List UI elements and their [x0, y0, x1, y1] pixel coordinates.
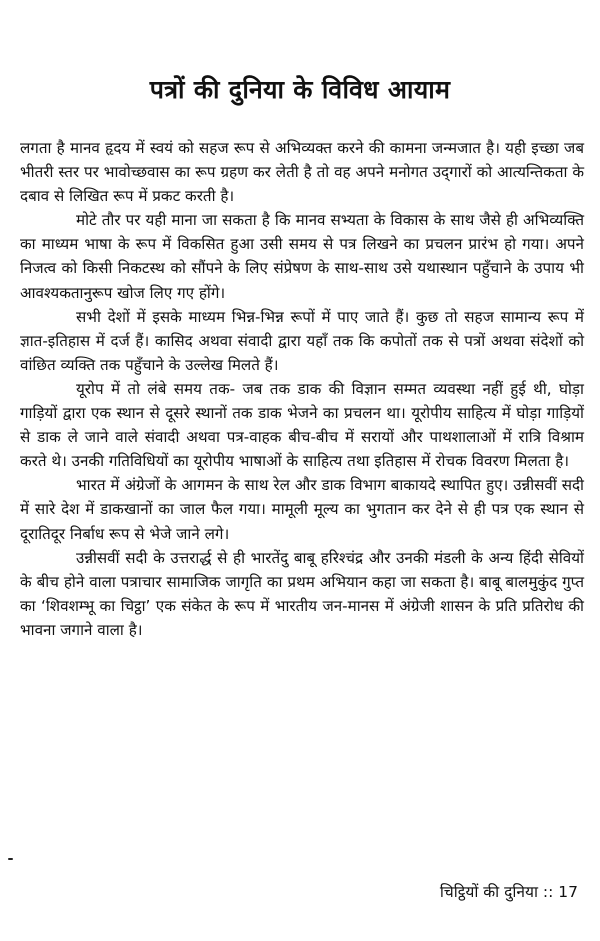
scan-mark — [8, 858, 13, 860]
paragraph-4: यूरोप में तो लंबे समय तक- जब तक डाक की विज्ञान सम्मत व्यवस्था नहीं हुई थी, घोड़ा गाड़ियों द्वारा एक स्थान से दूसरे स्थानों तक डाक भेजने का प्रचलन था। यूरोपीय साहित्य में घोड़ा गाड़ियों से डाक ले जाने वाले संवादी अथवा पत्र-वाहक बीच-बीच में सरायों और पाथशालाओं में रात्रि विश्राम करते थे। उनकी गतिविधियों का यूरोपीय भाषाओं के साहित्य तथा इतिहास में रोचक विवरण मिलता है। — [20, 379, 584, 471]
chapter-body — [20, 136, 584, 642]
paragraph-1: लगता है मानव हृदय में स्वयं को सहज रूप से अभिव्यक्त करने की कामना जन्मजात है। यही इच्छा जब भीतरी स्तर पर भावोच्छवास का रूप ग्रहण कर लेती है तो वह अपने मनोगत उद्‌गारों को आत्यन्तिकता के दबाव से लिखित रूप में प्रकट करती है। — [20, 139, 584, 206]
paragraph-3: सभी देशों में इसके माध्यम भिन्न-भिन्न रूपों में पाए जाते हैं। कुछ तो सहज सामान्य रूप में ज्ञात-इतिहास में दर्ज हैं। कासिद अथवा संवादी द्वारा यहाँ तक कि कपोतों तक से पत्रों अथवा संदेशों को वांछित व्यक्ति तक पहुँचाने के उल्लेख मिलते हैं। — [20, 307, 584, 374]
paragraph-5: भारत में अंग्रेजों के आगमन के साथ रेल और डाक विभाग बाकायदे स्थापित हुए। उन्नीसवीं सदी में सारे देश में डाकखानों का जाल फैल गया। मामूली मूल्य का भुगतान कर देने से ही पत्र एक स्थान से दूरातिदूर निर्बाध रूप से भेजे जाने लगे। — [20, 476, 584, 543]
chapter-title: पत्रों की दुनिया के विविध आयाम — [149, 75, 451, 104]
page-footer: चिट्ठियों की दुनिया :: 17 — [439, 883, 578, 901]
paragraph-2: मोटे तौर पर यही माना जा सकता है कि मानव सभ्यता के विकास के साथ जैसे ही अभिव्यक्ति का माध्यम भाषा के रूप में विकसित हुआ उसी समय से पत्र लिखने का प्रचलन प्रारंभ हो गया। अपने निजत्व को किसी निकटस्थ को सौंपने के लिए संप्रेषण के साथ-साथ उसे यथास्थान पहुँचाने के उपाय भी आवश्यकतानुरूप खोज लिए गए होंगे। — [20, 211, 584, 302]
paragraph-6: उन्नीसवीं सदी के उत्तरार्द्ध से ही भारतेंदु बाबू हरिश्चंद्र और उनकी मंडली के अन्य हिंदी सेवियों के बीच होने वाला पत्राचार सामाजिक जागृति का प्रथम अभियान कहा जा सकता है। बाबू बालमुकुंद गुप्त का ‘शिवशम्भू का चिट्ठा’ एक संकेत के रूप में भारतीय जन-मानस में अंग्रेजी शासन के प्रति प्रतिरोध की भावना जगाने वाला है। — [20, 548, 584, 639]
